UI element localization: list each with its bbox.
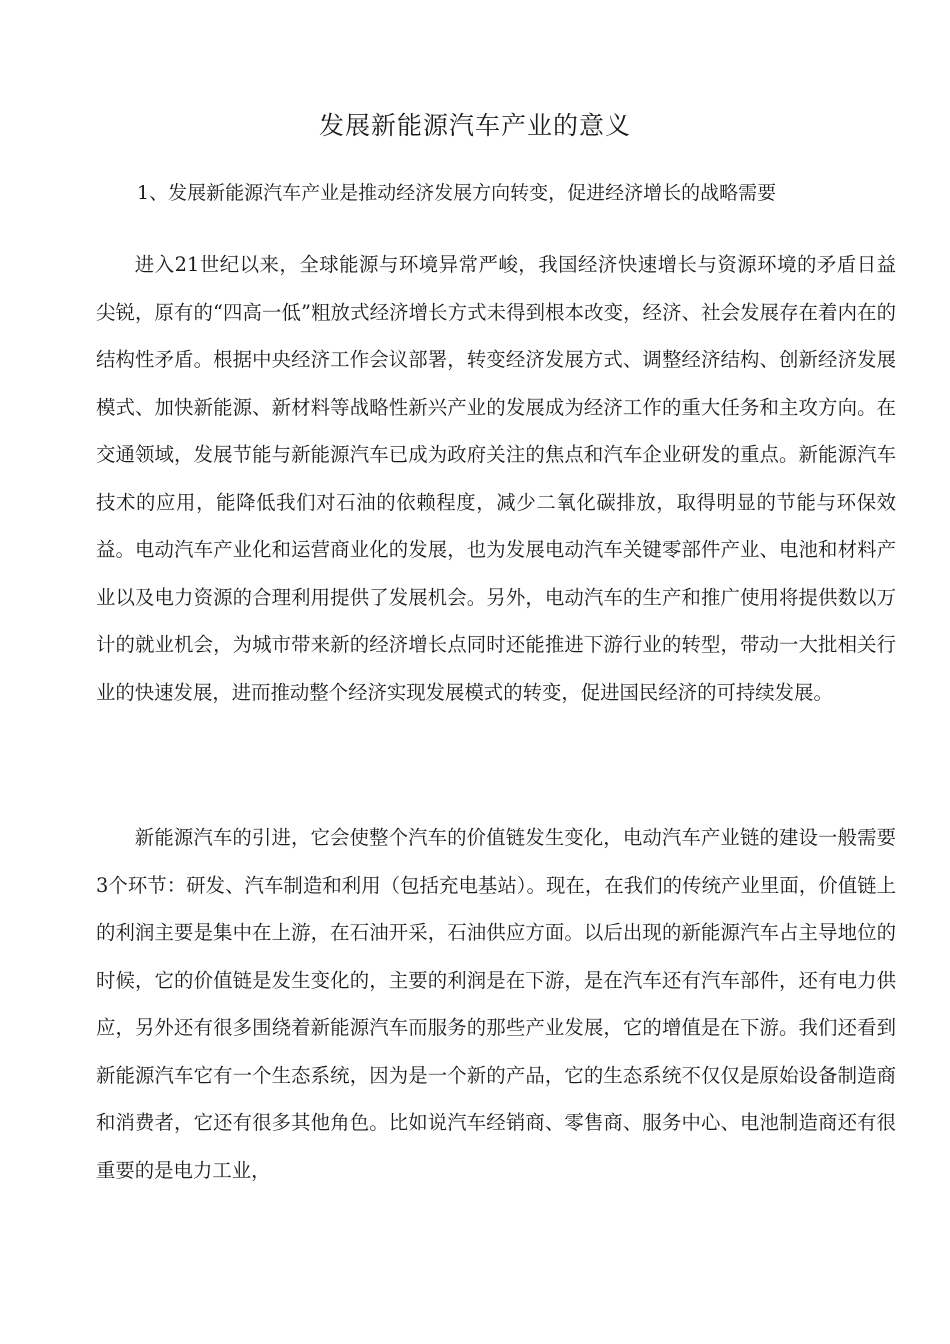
document-title: 发展新能源汽车产业的意义 [318, 111, 631, 140]
paragraph-2: 新能源汽车的引进，它会使整个汽车的价值链发生变化，电动汽车产业链的建设一般需要3个环节：研发、汽车制造和利用（包括充电基站）。现在，在我们的传统产业里面，价值链上的利润主要是集中在上游，在石油开采，石油供应方面。以后出现的新能源汽车占主导地位的时候，它的价值链是发生变化的，主要的利润是在下游，是在汽车还有汽车部件，还有电力供应，另外还有很多围绕着新能源汽车而服务的那些产业发展，它的增值是在下游。我们还看到新能源汽车它有一个生态系统，因为是一个新的产品，它的生态系统不仅仅是原始设备制造商和消费者，它还有很多其他角色。比如说汽车经销商、零售商、服务中心、电池制造商还有很重要的是电力工业， [96, 826, 896, 1182]
section-heading: 1、发展新能源汽车产业是推动经济发展方向转变，促进经济增长的战略需要 [137, 182, 777, 204]
paragraph-1: 进入21世纪以来，全球能源与环境异常严峻，我国经济快速增长与资源环境的矛盾日益尖锐，原有的“四高一低”粗放式经济增长方式未得到根本改变，经济、社会发展存在着内在的结构性矛盾。根据中央经济工作会议部署，转变经济发展方式、调整经济结构、创新经济发展模式、加快新能源、新材料等战略性新兴产业的发展成为经济工作的重大任务和主攻方向。在交通领域，发展节能与新能源汽车已成为政府关注的焦点和汽车企业研发的重点。新能源汽车技术的应用，能降低我们对石油的依赖程度，减少二氧化碳排放，取得明显的节能与环保效益。电动汽车产业化和运营商业化的发展，也为发展电动汽车关键零部件产业、电池和材料产业以及电力资源的合理利用提供了发展机会。另外，电动汽车的生产和推广使用将提供数以万计的就业机会，为城市带来新的经济增长点同时还能推进下游行业的转型，带动一大批相关行业的快速发展，进而推动整个经济实现发展模式的转变，促进国民经济的可持续发展。 [96, 253, 896, 704]
